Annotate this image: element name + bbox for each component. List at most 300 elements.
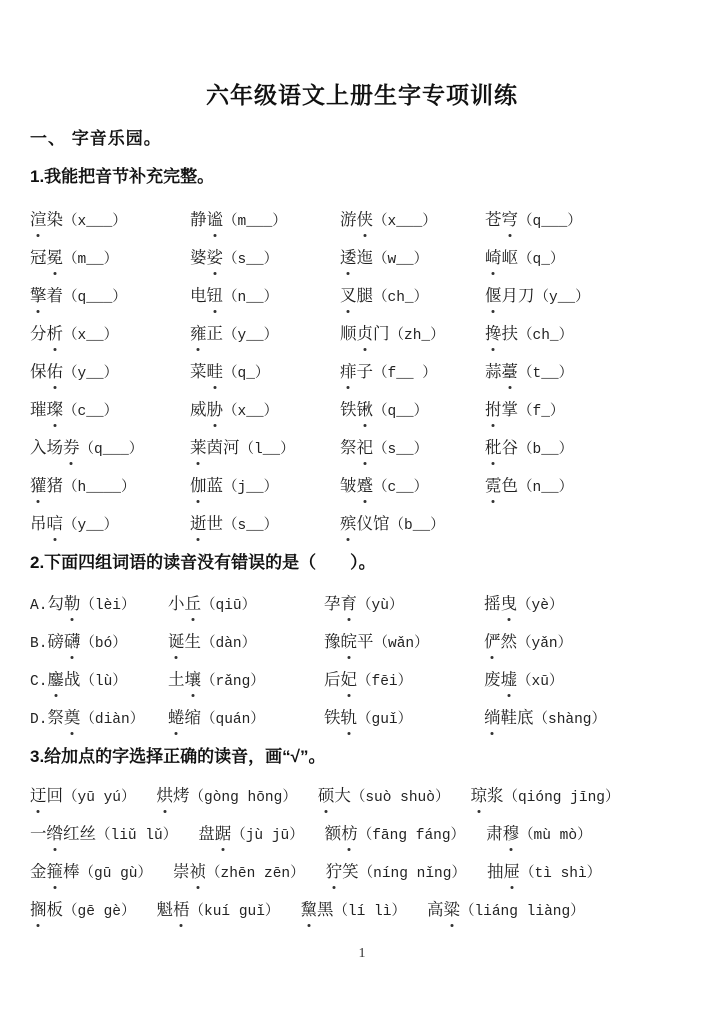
word — [427, 900, 460, 919]
char: 分 — [30, 324, 47, 343]
word — [484, 708, 534, 727]
char: 蓝 — [206, 476, 223, 495]
dotted-char: 妃 — [341, 668, 358, 692]
char: 盘 — [198, 824, 215, 843]
dotted-char: 渲 — [30, 208, 47, 232]
pinyin-blank: （s__） — [223, 252, 279, 268]
char: 高 — [426, 900, 444, 919]
word — [190, 476, 223, 495]
word — [340, 210, 373, 229]
word — [47, 594, 80, 613]
word-item — [30, 784, 136, 810]
dotted-char: 秕 — [485, 436, 502, 460]
char: 底 — [517, 708, 534, 727]
word-item — [30, 246, 190, 272]
char: 鞋 — [500, 708, 517, 727]
word — [485, 476, 518, 495]
char: 馆 — [373, 514, 390, 533]
dotted-char: 钮 — [207, 284, 224, 308]
word — [318, 786, 351, 805]
dotted-char: 奠 — [64, 706, 81, 730]
dotted-char: 叉 — [340, 284, 357, 308]
dotted-char: 佑 — [47, 360, 64, 384]
word-item — [157, 898, 280, 924]
word-row — [30, 592, 694, 618]
word — [485, 400, 518, 419]
char: 扶 — [501, 324, 518, 343]
word — [30, 438, 80, 457]
dotted-char: 琼 — [470, 784, 487, 808]
pinyin-blank: （x___） — [63, 214, 127, 230]
char: 浆 — [486, 786, 504, 805]
char: 岖 — [501, 248, 518, 267]
char: 战 — [63, 670, 81, 689]
word-item — [190, 512, 340, 538]
word-row — [30, 512, 694, 538]
char: 苍 — [485, 210, 502, 229]
pinyin-blank: （rǎng） — [201, 674, 265, 690]
dotted-char: 娑 — [207, 246, 224, 270]
word — [324, 632, 374, 651]
pinyin-blank: （suò shuò） — [350, 790, 450, 806]
pinyin-blank: （yù） — [357, 598, 404, 614]
dotted-char: 梧 — [173, 898, 190, 922]
dotted-char: 薹 — [502, 360, 519, 384]
word-row — [30, 246, 694, 272]
char: 小 — [168, 594, 185, 613]
char: 摇 — [484, 594, 501, 613]
char: 红 — [63, 824, 80, 843]
pinyin-blank: （m__） — [63, 252, 119, 268]
word-item — [485, 398, 564, 424]
word-item — [190, 474, 340, 500]
dotted-char: 壤 — [185, 668, 202, 692]
dotted-char: 偃 — [485, 284, 502, 308]
dotted-char: 莱 — [190, 436, 207, 460]
pinyin-blank: （mù mò） — [519, 828, 592, 844]
word — [300, 900, 333, 919]
char: 一 — [30, 824, 47, 843]
dotted-char: 殡 — [340, 512, 357, 536]
word-item — [470, 784, 619, 810]
dotted-char: 贞 — [357, 322, 374, 346]
dotted-char: 祀 — [357, 436, 374, 460]
word-item — [30, 436, 190, 462]
word — [190, 400, 223, 419]
pinyin-blank: （c__） — [373, 480, 429, 496]
char: 迤 — [356, 248, 373, 267]
dotted-char: 析 — [47, 322, 64, 346]
word — [157, 900, 190, 919]
char: 勾 — [47, 594, 64, 613]
char: 祭 — [340, 438, 357, 457]
word-item — [487, 860, 601, 886]
pinyin-blank: （zh_） — [389, 328, 445, 344]
pinyin-blank: （m___） — [223, 214, 287, 230]
word — [190, 514, 223, 533]
word — [190, 438, 240, 457]
pinyin-blank: （quán） — [201, 712, 265, 728]
word — [190, 286, 223, 305]
pinyin-blank: （gē gè） — [63, 904, 136, 920]
word-item — [326, 860, 466, 886]
word-item — [484, 668, 563, 694]
word-item — [485, 322, 573, 348]
dotted-char: 畦 — [207, 360, 224, 384]
dotted-char: 狞 — [326, 860, 343, 884]
pinyin-blank: （wǎn） — [373, 636, 429, 652]
dotted-char: 黧 — [300, 898, 317, 922]
word-row — [30, 860, 694, 886]
word — [168, 632, 201, 651]
pinyin-blank: （n__） — [518, 480, 574, 496]
word-item — [190, 208, 340, 234]
pinyin-blank: （yū yú） — [63, 790, 136, 806]
dotted-char: 皖 — [341, 630, 358, 654]
char: 生 — [184, 632, 201, 651]
pinyin-blank: （qióng jīng） — [503, 790, 620, 806]
page-title: 六年级语文上册生字专项训练 — [206, 82, 518, 108]
char: 菜 — [190, 362, 207, 381]
word-item — [485, 284, 590, 310]
dotted-char: 屉 — [503, 860, 520, 884]
word-item — [340, 474, 485, 500]
word-item — [30, 398, 190, 424]
word-item — [168, 630, 324, 656]
pinyin-blank: （f__ ） — [373, 366, 437, 382]
word — [340, 514, 390, 533]
dotted-char: 轨 — [341, 706, 358, 730]
dotted-char: 谧 — [207, 208, 224, 232]
char: 棒 — [63, 862, 80, 881]
dotted-char: 绺 — [47, 822, 64, 846]
word — [340, 324, 390, 343]
char: 静 — [190, 210, 207, 229]
word-row — [30, 436, 694, 462]
dotted-char: 迂 — [30, 784, 47, 808]
pinyin-blank: （shàng） — [533, 712, 607, 728]
word — [168, 594, 201, 613]
word-row — [30, 322, 694, 348]
pinyin-blank: （lù） — [80, 674, 127, 690]
char: 铁 — [340, 400, 357, 419]
word-item — [324, 630, 484, 656]
pinyin-blank: （ch_） — [373, 290, 429, 306]
word-item — [300, 898, 406, 924]
word-item — [324, 592, 484, 618]
word-item — [30, 860, 152, 886]
pinyin-blank: （q_） — [223, 366, 270, 382]
word-item — [30, 360, 190, 386]
pinyin-blank: （kuí guǐ） — [189, 904, 280, 920]
pinyin-blank: （x__） — [223, 404, 279, 420]
dotted-char: 雍 — [190, 322, 207, 346]
word — [47, 708, 80, 727]
char: 然 — [500, 632, 517, 651]
char: 崇 — [173, 862, 190, 881]
pinyin-blank: （yǎn） — [517, 636, 573, 652]
word-row — [30, 630, 694, 656]
char: 铁 — [324, 708, 341, 727]
dotted-char: 冕 — [47, 246, 64, 270]
word — [47, 632, 80, 651]
word-item — [30, 706, 168, 732]
pinyin-blank: （jù jū） — [231, 828, 304, 844]
word — [47, 670, 80, 689]
dotted-char: 搁 — [30, 898, 47, 922]
dotted-char: 逝 — [190, 512, 207, 536]
char: 金 — [30, 862, 47, 881]
word — [173, 862, 206, 881]
pinyin-blank: （ch_） — [518, 328, 574, 344]
word-row — [30, 474, 694, 500]
option-label: B. — [30, 636, 48, 652]
word — [190, 248, 223, 267]
dotted-char: 穆 — [503, 822, 520, 846]
word-item — [485, 474, 573, 500]
char: 世 — [206, 514, 223, 533]
word-item — [198, 822, 304, 848]
word-item — [190, 436, 340, 462]
word-item — [340, 246, 485, 272]
dotted-char: 搀 — [485, 322, 502, 346]
dotted-char: 枋 — [341, 822, 358, 846]
word — [30, 362, 63, 381]
word-item — [324, 668, 484, 694]
char: 平 — [357, 632, 374, 651]
word-item — [30, 668, 168, 694]
word-item — [485, 360, 573, 386]
word-row — [30, 706, 694, 732]
pinyin-blank: （lèi） — [80, 598, 136, 614]
char: 仪 — [356, 514, 373, 533]
pinyin-blank: （q_） — [518, 252, 565, 268]
word-item — [486, 822, 592, 848]
char: 猪 — [46, 476, 63, 495]
word — [30, 248, 63, 267]
word — [190, 324, 223, 343]
word — [340, 400, 373, 419]
word-item — [340, 398, 485, 424]
word — [168, 708, 201, 727]
pinyin-blank: （x__） — [63, 328, 119, 344]
dotted-char: 穹 — [502, 208, 519, 232]
pinyin-blank: （s__） — [373, 442, 429, 458]
option-label: C. — [30, 674, 48, 690]
word — [30, 824, 96, 843]
pinyin-blank: （q___） — [518, 214, 582, 230]
word-item — [340, 322, 485, 348]
pinyin-blank: （níng nǐng） — [358, 866, 466, 882]
word — [198, 824, 231, 843]
char: 入 — [30, 438, 47, 457]
word — [485, 248, 518, 267]
word-item — [485, 246, 564, 272]
word-item — [168, 668, 324, 694]
pinyin-blank: （q___） — [63, 290, 127, 306]
pinyin-blank: （y__） — [223, 328, 279, 344]
word — [324, 708, 357, 727]
char: 冠 — [30, 248, 47, 267]
word-item — [30, 630, 168, 656]
word-item — [318, 784, 450, 810]
word — [190, 210, 223, 229]
word — [324, 670, 357, 689]
section-one-heading: 一、 字音乐园。 — [30, 129, 162, 148]
pinyin-blank: （guǐ） — [357, 712, 413, 728]
word — [485, 286, 535, 305]
char: 染 — [46, 210, 63, 229]
dotted-char: 蜷 — [168, 706, 185, 730]
dotted-char: 烘 — [157, 784, 174, 808]
word-item — [340, 208, 485, 234]
word-row — [30, 822, 694, 848]
word — [30, 286, 63, 305]
pinyin-blank: （y__） — [534, 290, 590, 306]
word-item — [324, 706, 484, 732]
pinyin-blank: （f_） — [518, 404, 565, 420]
char: 色 — [501, 476, 518, 495]
word-item — [30, 512, 190, 538]
q1-heading: 1.我能把音节补充完整。 — [30, 167, 215, 186]
q3-heading: 3.给加点的字选择正确的读音，画“√”。 — [30, 747, 326, 766]
word-row — [30, 668, 694, 694]
word-item — [484, 706, 606, 732]
word-item — [340, 512, 485, 538]
dotted-char: 俨 — [484, 630, 501, 654]
option-label: D. — [30, 712, 48, 728]
word-item — [30, 208, 190, 234]
word-item — [340, 284, 485, 310]
pinyin-blank: （yè） — [517, 598, 564, 614]
word-item — [30, 474, 190, 500]
word-item — [30, 592, 168, 618]
word-row — [30, 360, 694, 386]
pinyin-blank: （s__） — [223, 518, 279, 534]
char: 顺 — [340, 324, 357, 343]
char: 子 — [356, 362, 373, 381]
word — [340, 248, 373, 267]
word — [30, 210, 63, 229]
pinyin-blank: （gū gù） — [79, 866, 153, 882]
dotted-char: 丘 — [185, 592, 202, 616]
dotted-char: 粱 — [443, 898, 460, 922]
dotted-char: 痱 — [340, 360, 357, 384]
pinyin-blank: （zhēn zēn） — [206, 866, 305, 882]
dotted-char: 鏖 — [47, 668, 64, 692]
char: 豫 — [324, 632, 341, 651]
word — [326, 862, 359, 881]
pinyin-blank: （q__） — [373, 404, 429, 420]
dotted-char: 祯 — [190, 860, 207, 884]
char: 蒜 — [485, 362, 502, 381]
pinyin-blank: （q___） — [79, 442, 144, 458]
pinyin-blank: （liǔ lǔ） — [96, 828, 178, 844]
dotted-char: 唁 — [47, 512, 64, 536]
word — [470, 786, 503, 805]
dotted-char: 逶 — [340, 246, 357, 270]
pinyin-blank: （l__） — [239, 442, 295, 458]
dotted-char: 胁 — [207, 398, 224, 422]
char: 腿 — [356, 286, 373, 305]
q2-heading: 2.下面四组词语的读音没有错误的是（ ）。 — [30, 553, 376, 572]
char: 废 — [484, 670, 501, 689]
char: 磅 — [47, 632, 64, 651]
word-item — [485, 208, 582, 234]
pinyin-blank: （diàn） — [80, 712, 145, 728]
word — [190, 362, 223, 381]
char: 门 — [373, 324, 390, 343]
word-item — [30, 322, 190, 348]
word — [30, 514, 63, 533]
char: 板 — [46, 900, 63, 919]
dotted-char: 硕 — [318, 784, 335, 808]
dotted-char: 侠 — [357, 208, 374, 232]
pinyin-blank: （y__） — [63, 366, 119, 382]
page-number: 1 — [358, 946, 366, 961]
dotted-char: 踞 — [215, 822, 232, 846]
word-item — [340, 360, 485, 386]
pinyin-blank: （y__） — [63, 518, 119, 534]
pinyin-blank: （h____） — [63, 480, 136, 496]
dotted-char: 礴 — [64, 630, 81, 654]
dotted-char: 曳 — [501, 592, 518, 616]
char: 河 — [223, 438, 240, 457]
char: 婆 — [190, 248, 207, 267]
word — [324, 594, 357, 613]
char: 抽 — [486, 862, 504, 881]
word-item — [30, 822, 177, 848]
dotted-char: 券 — [63, 436, 80, 460]
word-item — [190, 398, 340, 424]
char: 吊 — [30, 514, 47, 533]
pinyin-blank: （fāng fáng） — [357, 828, 466, 844]
char: 烤 — [173, 786, 190, 805]
char: 笑 — [342, 862, 359, 881]
char: 着 — [46, 286, 63, 305]
pinyin-blank: （j__） — [223, 480, 279, 496]
word — [30, 786, 63, 805]
dotted-char: 箍 — [47, 860, 64, 884]
word — [340, 476, 373, 495]
word — [157, 786, 190, 805]
word-item — [484, 592, 563, 618]
dotted-char: 诞 — [168, 630, 185, 654]
word-item — [30, 898, 136, 924]
word — [30, 400, 63, 419]
word — [30, 324, 63, 343]
word — [340, 286, 373, 305]
word-item — [30, 284, 190, 310]
word — [325, 824, 358, 843]
char: 威 — [190, 400, 207, 419]
char: 正 — [206, 324, 223, 343]
word-row — [30, 784, 694, 810]
word-item — [168, 706, 324, 732]
pinyin-blank: （lí lì） — [333, 904, 406, 920]
char: 丝 — [79, 824, 96, 843]
char: 场 — [46, 438, 63, 457]
word — [487, 862, 520, 881]
pinyin-blank: （qiū） — [201, 598, 257, 614]
option-label: A. — [30, 598, 48, 614]
dotted-char: 育 — [341, 592, 358, 616]
word-item — [173, 860, 305, 886]
word-item — [427, 898, 585, 924]
char: 后 — [324, 670, 341, 689]
char: 皱 — [340, 476, 357, 495]
char: 茵 — [206, 438, 223, 457]
